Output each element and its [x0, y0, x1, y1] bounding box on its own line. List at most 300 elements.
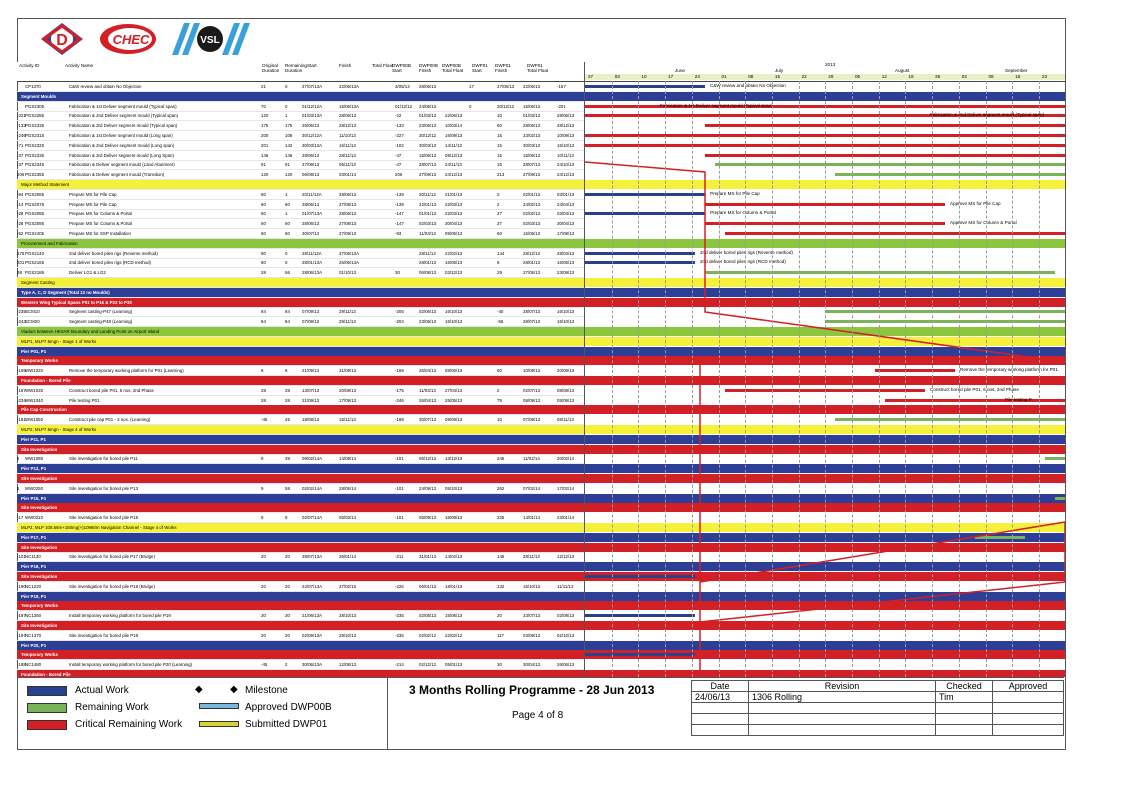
cell: -205 — [395, 309, 404, 315]
cell: 25/06/13 — [302, 123, 320, 129]
section-header[interactable] — [17, 572, 584, 582]
cell: 9 — [261, 456, 264, 462]
week-16: 16 — [1015, 74, 1021, 79]
cell: 11/03/13 — [419, 387, 436, 393]
cell: -47 — [395, 162, 402, 168]
cell: -37 — [17, 162, 24, 168]
cell: -165 — [17, 368, 26, 374]
table-row[interactable] — [17, 151, 584, 161]
table-row[interactable] — [17, 660, 584, 670]
cell: -101 — [395, 456, 404, 462]
header-col-2: Original Duration — [262, 63, 280, 73]
cell: 23/06/13 — [419, 319, 437, 325]
cell: 23/02/13 — [523, 133, 541, 138]
cell: 05/01/13 — [445, 662, 463, 668]
cell: -221 — [17, 113, 26, 119]
cell: 28/07/13 — [523, 319, 541, 325]
cell: 30 — [261, 613, 266, 619]
cell: 28/01/13A — [302, 260, 323, 266]
cell: 30 — [395, 270, 400, 276]
section-header[interactable] — [17, 670, 584, 677]
cell: 20/08/13 — [339, 387, 357, 393]
cell: 0 — [285, 250, 288, 256]
cell: 16/11/13 — [339, 417, 356, 423]
revision-table — [691, 680, 1064, 748]
gantt-bar — [705, 154, 1065, 157]
cell: 28/05/14 — [339, 485, 357, 491]
section-header[interactable] — [17, 405, 584, 415]
cell: 145 — [497, 554, 505, 560]
cell: 20/11/12A — [302, 191, 322, 197]
gridline — [638, 81, 639, 677]
cell: -133 — [17, 123, 26, 129]
cell: 03/09/13 — [523, 632, 541, 638]
cell: Deliver LG1 & LG2 — [69, 270, 106, 276]
section-header[interactable] — [17, 621, 584, 631]
table-row[interactable] — [17, 82, 584, 92]
gridline — [745, 81, 746, 677]
cell: 0 — [469, 103, 472, 109]
cell: 07/09/13 — [302, 319, 320, 325]
cell: 28/06/13 — [339, 211, 357, 217]
cell: Construct pile cap P01 - 2 nos. (Learning) — [69, 417, 151, 423]
cell: 60 — [285, 201, 290, 207]
cell: -235 — [17, 309, 26, 315]
cell: 24/02/13 — [523, 201, 541, 207]
cell: -246 — [17, 133, 26, 138]
section-header[interactable] — [17, 562, 584, 572]
table-row[interactable] — [17, 317, 584, 327]
cell: 21/06/13A — [302, 613, 323, 619]
cell: 1 — [285, 211, 288, 217]
table-row[interactable] — [17, 454, 584, 464]
legend-swatch-critical — [27, 720, 67, 730]
cell: 02/06/13 — [419, 309, 437, 315]
cell: Pile testing P01 — [69, 397, 100, 403]
cell: Fabrication & 3rd Deliver segment mould (Typical span) — [69, 123, 178, 129]
cell: 24/09/13 — [419, 485, 437, 491]
cell: 26/04/13 — [419, 368, 437, 374]
cell: 120 — [261, 113, 269, 119]
cell: 02/03/13 — [419, 221, 437, 227]
section-header[interactable] — [17, 347, 584, 357]
gantt-bar — [585, 193, 705, 196]
cell: Fabrication & 1st Deliver segment mould (Typical span) — [69, 103, 177, 109]
week-14: 02 — [961, 74, 967, 79]
cell: 30/06/13A — [302, 662, 323, 668]
cell: 60 — [261, 260, 266, 266]
table-row[interactable] — [17, 268, 584, 278]
month-july: July — [775, 68, 784, 73]
gantt-bar — [585, 212, 705, 215]
cell: -226 — [395, 583, 404, 589]
cell: 28/03/13 — [557, 250, 575, 256]
cell: 02/09/13 — [557, 613, 575, 619]
table-row[interactable] — [17, 209, 584, 219]
cell: Type A, C, D Segment (Total 12 no Moulds) — [21, 289, 110, 295]
cell: 176 — [17, 250, 25, 256]
cell: WW1030 — [25, 387, 44, 393]
cell: 22/06/13 — [523, 84, 541, 89]
section-header[interactable] — [17, 650, 584, 660]
week-13: 26 — [935, 74, 941, 79]
section-header[interactable] — [17, 327, 584, 337]
table-row[interactable] — [17, 415, 584, 425]
cell: 84 — [285, 309, 290, 315]
gridline — [959, 81, 960, 677]
cell: 27/07/13A — [302, 84, 323, 89]
cell: 07/09/13 — [523, 417, 541, 423]
cell: Site Investigation — [21, 623, 58, 628]
header-col-5: Finish — [339, 63, 352, 68]
section-header[interactable] — [17, 425, 584, 435]
section-header[interactable] — [17, 356, 584, 366]
table-header — [17, 62, 584, 82]
cell: 15/06/13A — [339, 103, 360, 109]
gantt-bar — [585, 261, 695, 264]
cell: WW1020 — [25, 368, 44, 374]
cell: 28 — [261, 270, 266, 276]
cell: 02/01/13 — [523, 191, 541, 197]
cell: -102 — [395, 142, 404, 148]
cell: 175 — [261, 123, 269, 129]
legend-swatch-dwp00b — [199, 703, 239, 709]
cell: 09/12/13 — [445, 152, 463, 158]
cell: 02/07/13 — [523, 387, 541, 393]
cell: 28/12/13 — [339, 123, 357, 129]
cell: 22/06/13 — [445, 113, 463, 119]
gridline — [932, 81, 933, 677]
cell: Prepare MS for SSP Installation — [69, 231, 131, 236]
cell: 60 — [261, 191, 266, 197]
section-header[interactable] — [17, 298, 584, 308]
cell: Site Investigation — [21, 505, 58, 511]
cell: 106 — [285, 133, 293, 138]
cell: 05/10/13 — [445, 485, 463, 491]
cell: 02/02/13 — [523, 211, 541, 217]
section-header[interactable] — [17, 92, 584, 102]
cell: 01/03/13 — [523, 113, 541, 119]
cell: 5 — [17, 485, 20, 491]
table-row[interactable] — [17, 102, 584, 112]
cell: 27/05/13 — [497, 84, 515, 89]
cell: 27 — [497, 211, 502, 217]
section-header[interactable] — [17, 337, 584, 347]
section-header[interactable] — [17, 435, 584, 445]
cell: Temporary Works — [21, 603, 58, 609]
cell: 84 — [261, 309, 266, 315]
cell: 5 — [17, 456, 20, 462]
cell: PGS2285 — [25, 113, 45, 119]
section-header[interactable] — [17, 180, 584, 190]
legend-swatch-actual — [27, 686, 67, 696]
cell: 8 — [261, 368, 264, 374]
cell: 02/12/12 — [419, 662, 437, 668]
table-row[interactable] — [17, 229, 584, 239]
section-header[interactable] — [17, 641, 584, 651]
bar-label: Prepare MS for Column & Portal — [710, 210, 776, 216]
cell: NC1480 — [25, 662, 42, 668]
table-row[interactable] — [17, 219, 584, 229]
legend-milestone: Milestone — [245, 685, 288, 696]
cell: 07/02/14 — [523, 485, 541, 491]
gridline — [905, 81, 906, 677]
cell: PGS2085 — [25, 211, 45, 217]
cell: PGS2345 — [25, 162, 45, 168]
cell: 60 — [261, 211, 266, 217]
cell: 16/06/13 — [523, 152, 541, 158]
cell: 16/10/13 — [557, 142, 575, 148]
table-row[interactable] — [17, 386, 584, 396]
cell: 17 — [469, 84, 474, 89]
gantt-bar — [835, 173, 1065, 176]
section-header[interactable] — [17, 278, 584, 288]
cell: 120 — [285, 172, 293, 178]
bar-label: Remove the temporary working platform for P01 — [960, 367, 1058, 373]
table-row[interactable] — [17, 631, 584, 641]
cell: 21/09/13 — [302, 368, 320, 374]
legend-critical: Critical Remaining Work — [75, 719, 183, 730]
cell: -204 — [395, 319, 404, 325]
cell: 06/08/13 — [419, 270, 437, 276]
cell: Major Method Statement — [21, 182, 70, 187]
cell: 39 — [285, 456, 290, 462]
cell: 31/09/13 — [339, 368, 357, 374]
section-header[interactable] — [17, 239, 584, 249]
cell: 29/11/13 — [339, 309, 356, 315]
bar-label: 2nd deliver bored piles rigs (Reverse method) — [700, 249, 793, 255]
gantt-bar — [825, 320, 1065, 323]
cell: 10/09/13 — [557, 133, 575, 138]
bar-label: 2nd deliver bored piles rigs (RCD method) — [700, 259, 786, 265]
cell: 28 — [261, 387, 266, 393]
section-header[interactable] — [17, 533, 584, 543]
table-row[interactable] — [17, 200, 584, 210]
cell: 16/05/13 — [445, 260, 463, 266]
cell: Fabrication & Deliver segment mould (Land Abutment) — [69, 162, 175, 168]
cell: PGS2305 — [25, 103, 45, 109]
cell: 12/12/13 — [557, 554, 575, 560]
cell: Foundation - Bored Pile — [21, 672, 71, 677]
section-header[interactable] — [17, 601, 584, 611]
cell: -243 — [17, 319, 26, 325]
section-header[interactable] — [17, 376, 584, 386]
cell: 213 — [497, 172, 505, 178]
table-row[interactable] — [17, 307, 584, 317]
cell: 0 — [285, 260, 288, 266]
month-september: September — [1005, 68, 1028, 73]
info-header-checked: Checked — [936, 681, 993, 692]
cell: PGS2335 — [25, 123, 45, 129]
cell: Site Investigation — [21, 446, 58, 452]
cell: 14/09/14 — [339, 456, 357, 462]
cell: 16/10/13 — [557, 309, 575, 315]
cell: -181 — [17, 417, 26, 423]
cell: 1 — [285, 191, 288, 197]
cell: 245 — [497, 456, 505, 462]
header-col-1: Activity Name — [65, 63, 94, 68]
table-row[interactable] — [17, 552, 584, 562]
cell: 02/10/13 — [557, 632, 575, 638]
cell: 22/02/12 — [445, 632, 463, 638]
cell: 29 — [497, 270, 502, 276]
cell: PGS2335 — [25, 152, 45, 158]
cell: 60 — [497, 123, 502, 129]
cell: -22 — [395, 113, 402, 119]
section-header[interactable] — [17, 592, 584, 602]
table-row[interactable] — [17, 611, 584, 621]
cell: Prepare MS for Pile Cap — [69, 191, 117, 197]
cell: Temporary Works — [21, 358, 58, 364]
gantt-bar — [705, 124, 1065, 127]
week-8: 22 — [801, 74, 807, 79]
cell: 09/09/13 — [445, 417, 463, 423]
cell: Site Investigation — [21, 476, 58, 481]
cell: 03/04/13 — [557, 211, 575, 217]
cell: PGS2140 — [25, 250, 45, 256]
timeline-header — [585, 62, 1065, 82]
cell: 60 — [497, 368, 502, 374]
cell: 24/12/13 — [557, 172, 575, 178]
cell: 21 — [261, 84, 266, 89]
cell: Segment casting-P48 (Learning) — [69, 319, 133, 325]
section-header[interactable] — [17, 543, 584, 553]
cell: 01/03/13 — [419, 113, 437, 119]
section-header[interactable] — [17, 494, 584, 504]
header-col-3: Remaining Duration — [285, 63, 307, 73]
gantt-bar — [705, 271, 1055, 274]
cell: 262 — [497, 485, 505, 491]
cell: 27/09/13 — [419, 172, 437, 178]
cell: Site Investigation — [21, 544, 58, 550]
cell: 144 — [497, 250, 505, 256]
cell: 09/02/14A — [302, 456, 323, 462]
section-header[interactable] — [17, 464, 584, 474]
cell: 28/06/13 — [302, 152, 320, 158]
cell: PGS2065 — [25, 191, 45, 197]
cell: 28/11/12A — [302, 250, 322, 256]
cell: 11/03/13 — [419, 231, 436, 236]
cell: 01/12/12 — [395, 103, 413, 109]
section-header[interactable] — [17, 474, 584, 484]
table-row[interactable] — [17, 131, 584, 141]
cell: 60 — [497, 231, 502, 236]
cell: 30/07/13 — [419, 417, 437, 423]
table-row[interactable] — [17, 121, 584, 131]
cell: 3/05/13 — [395, 84, 410, 89]
cell: 01/07/13A — [302, 211, 323, 217]
cell: 27/08/13 — [339, 201, 357, 207]
section-header[interactable] — [17, 503, 584, 513]
cell: 26/04/13 — [419, 397, 437, 403]
gantt-bar — [585, 575, 695, 578]
cell: 201 — [261, 142, 269, 148]
table-row[interactable] — [17, 111, 584, 121]
svg-text:D: D — [56, 32, 68, 49]
cell: 27/06/13A — [339, 250, 360, 256]
table-row[interactable] — [17, 141, 584, 151]
bar-label: Fabrication & 2nd Deliver segment mould (Typical span) — [930, 112, 1045, 118]
cell: 25/06/13A — [339, 260, 360, 266]
cell: SCM10 — [25, 309, 40, 315]
cell: -197 — [17, 613, 26, 619]
table-row[interactable] — [17, 484, 584, 494]
cell: 21/01/13 — [445, 191, 463, 197]
cell: Site investigation for bored pile P11 — [69, 456, 138, 462]
cell: -47 — [395, 152, 402, 158]
cell: 146 — [261, 152, 269, 158]
header-col-9: DWP00B Total Float — [442, 63, 464, 73]
cell: -139 — [395, 201, 404, 207]
table-row[interactable] — [17, 396, 584, 406]
cell: 01/01/13 — [419, 211, 437, 217]
cell: 60 — [285, 221, 290, 227]
cell: 58 — [285, 485, 290, 491]
section-header[interactable] — [17, 445, 584, 455]
cell: 28 — [285, 397, 290, 403]
info-header-approved: Approved — [993, 681, 1064, 692]
cell: 201 — [17, 260, 25, 266]
cell: Western Wing Typical Spans P01 to P16 & P22 to P30 — [21, 299, 132, 305]
cell: 22/07/13A — [302, 583, 323, 589]
legend-dwp00b: Approved DWP00B — [245, 702, 332, 713]
month-august: August — [895, 68, 910, 73]
cell: -101 — [17, 554, 26, 560]
legend-swatch-dwp01 — [199, 721, 239, 727]
week-7: 15 — [774, 74, 781, 79]
cell: Install temporary working platform for bored pile P19 — [69, 613, 171, 619]
cell: 26/01/14 — [339, 554, 357, 560]
cell: 28/12/12 — [523, 250, 541, 256]
cell: 28/11/12 — [419, 250, 436, 256]
cell: 38 — [17, 270, 22, 276]
table-row[interactable] — [17, 170, 584, 180]
cell: -17 — [17, 515, 24, 521]
cell: 20 — [261, 554, 266, 560]
table-row[interactable] — [17, 190, 584, 200]
cell: 28/01/13 — [523, 260, 541, 266]
table-row[interactable] — [17, 258, 584, 268]
header-col-0: Activity ID — [19, 63, 40, 68]
chec-logo — [98, 22, 160, 56]
cell: 14/11/13 — [445, 142, 462, 148]
cell: -93 — [395, 231, 402, 236]
cell: 27/05/13 — [523, 270, 541, 276]
section-header[interactable] — [17, 288, 584, 298]
table-row[interactable] — [17, 160, 584, 170]
cell: -52 — [17, 231, 24, 236]
table-row[interactable] — [17, 582, 584, 592]
week-10: 05 — [855, 74, 861, 79]
cell: 10/09/13 — [523, 368, 541, 374]
cell: 20 — [285, 632, 290, 638]
gantt-bar — [585, 85, 705, 88]
cell: 02/02/14A — [302, 485, 323, 491]
table-row[interactable] — [17, 513, 584, 523]
gantt-bar — [585, 653, 695, 656]
cell: -167 — [17, 387, 26, 393]
cell: 16/05/13 — [557, 260, 575, 266]
cell: 02/05/13 — [419, 613, 437, 619]
section-header[interactable] — [17, 523, 584, 533]
cell: -214 — [395, 662, 404, 668]
gridline — [772, 81, 773, 677]
bar-label: Construct bored pile P01, 6 nos, 2nd Phase — [930, 386, 1019, 392]
table-row[interactable] — [17, 249, 584, 259]
info-header-revision: Revision — [749, 681, 936, 692]
cell: Segment Moulds — [21, 93, 57, 99]
table-row[interactable] — [17, 366, 584, 376]
